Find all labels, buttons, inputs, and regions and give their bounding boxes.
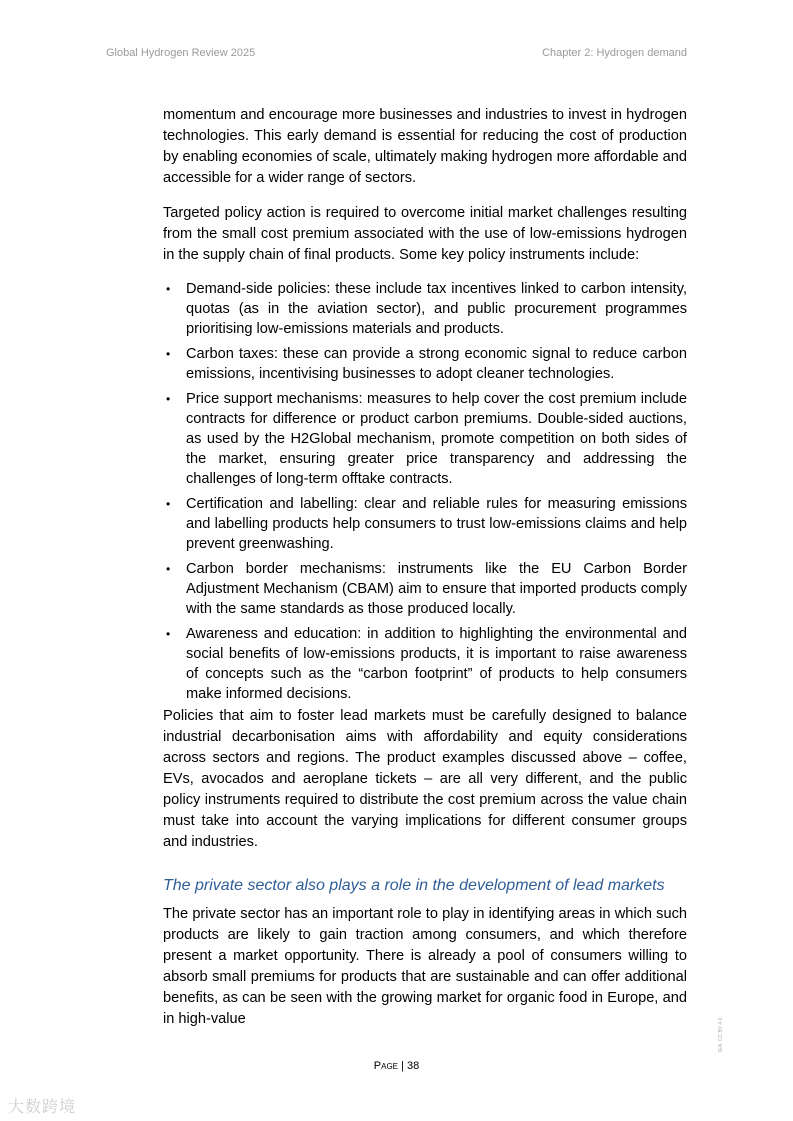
- list-item-text: Price support mechanisms: measures to help cover the cost premium include contracts for difference or product carbon premiums. Double-sided auctions, as used by the H2Global mechanism, promote competition on both sides of the market, ensuring greater price transparency and addressing the challenges of long-term offtake contracts.: [186, 391, 687, 487]
- bullet-icon: •: [166, 392, 171, 406]
- list-item-text: Certification and labelling: clear and reliable rules for measuring emissions and labelling products help consumers to trust low-emissions claims and help prevent greenwashing.: [186, 496, 687, 552]
- watermark-logo: 大数跨境: [8, 1099, 77, 1116]
- paragraph-1: momentum and encourage more businesses and industries to invest in hydrogen technologies. This early demand is essential for reducing the cost of production by enabling economies of scale, ultimately making hydrogen more affordable and accessible for a wider range of sectors.: [163, 107, 687, 186]
- bullet-icon: •: [166, 347, 171, 361]
- policy-instruments-list: [163, 279, 687, 709]
- list-item: [163, 344, 687, 384]
- page-label: Page: [373, 1060, 398, 1072]
- list-item: [163, 559, 687, 619]
- page-separator: |: [398, 1060, 407, 1072]
- license-note: IEA. CC BY 4.0.: [718, 1016, 724, 1052]
- bullet-icon: •: [166, 282, 171, 296]
- section-heading: The private sector also plays a role in the development of lead markets: [163, 877, 665, 894]
- list-item: [163, 494, 687, 554]
- bullet-icon: •: [166, 562, 171, 576]
- paragraph-4: The private sector has an important role to play in identifying areas in which such products are likely to gain traction among consumers, and which therefore present a market opportunity. There is already a pool of consumers willing to absorb small premiums for products that are sustainable and can offer additional benefits, as can be seen with the growing market for organic food in Europe, and in high-value: [163, 906, 687, 1027]
- list-item: [163, 389, 687, 489]
- running-header-title: Global Hydrogen Review 2025: [106, 47, 256, 59]
- page-footer: [0, 1060, 793, 1072]
- bullet-icon: •: [166, 497, 171, 511]
- list-item-text: Carbon border mechanisms: instruments like the EU Carbon Border Adjustment Mechanism (CBAM) aim to ensure that imported products comply with the same standards as those produced locally.: [186, 561, 687, 617]
- running-header-chapter: Chapter 2: Hydrogen demand: [542, 47, 687, 59]
- list-item-text: Awareness and education: in addition to highlighting the environmental and social benefits of low-emissions products, it is important to raise awareness of concepts such as the “carbon footprint” of products to help consumers make informed decisions.: [186, 626, 687, 702]
- list-item-text: Carbon taxes: these can provide a strong economic signal to reduce carbon emissions, incentivising businesses to adopt cleaner technologies.: [186, 346, 687, 382]
- list-item: [163, 279, 687, 339]
- paragraph-2: Targeted policy action is required to overcome initial market challenges resulting from the small cost premium associated with the use of low-emissions hydrogen in the supply chain of final products. Some key policy instruments include:: [163, 205, 687, 263]
- page-number: 38: [406, 1060, 420, 1072]
- bullet-icon: •: [166, 627, 171, 641]
- list-item-text: Demand-side policies: these include tax incentives linked to carbon intensity, quotas (as in the aviation sector), and public procurement programmes prioritising low-emissions materials and products.: [186, 281, 687, 337]
- paragraph-3: Policies that aim to foster lead markets must be carefully designed to balance industrial decarbonisation aims with affordability and equity considerations across sectors and regions. The product examples discussed above – coffee, EVs, avocados and aeroplane tickets – are all very different, and the public policy instruments required to distribute the cost premium across the value chain must take into account the varying implications for different consumer groups and industries.: [163, 708, 687, 850]
- list-item: [163, 624, 687, 704]
